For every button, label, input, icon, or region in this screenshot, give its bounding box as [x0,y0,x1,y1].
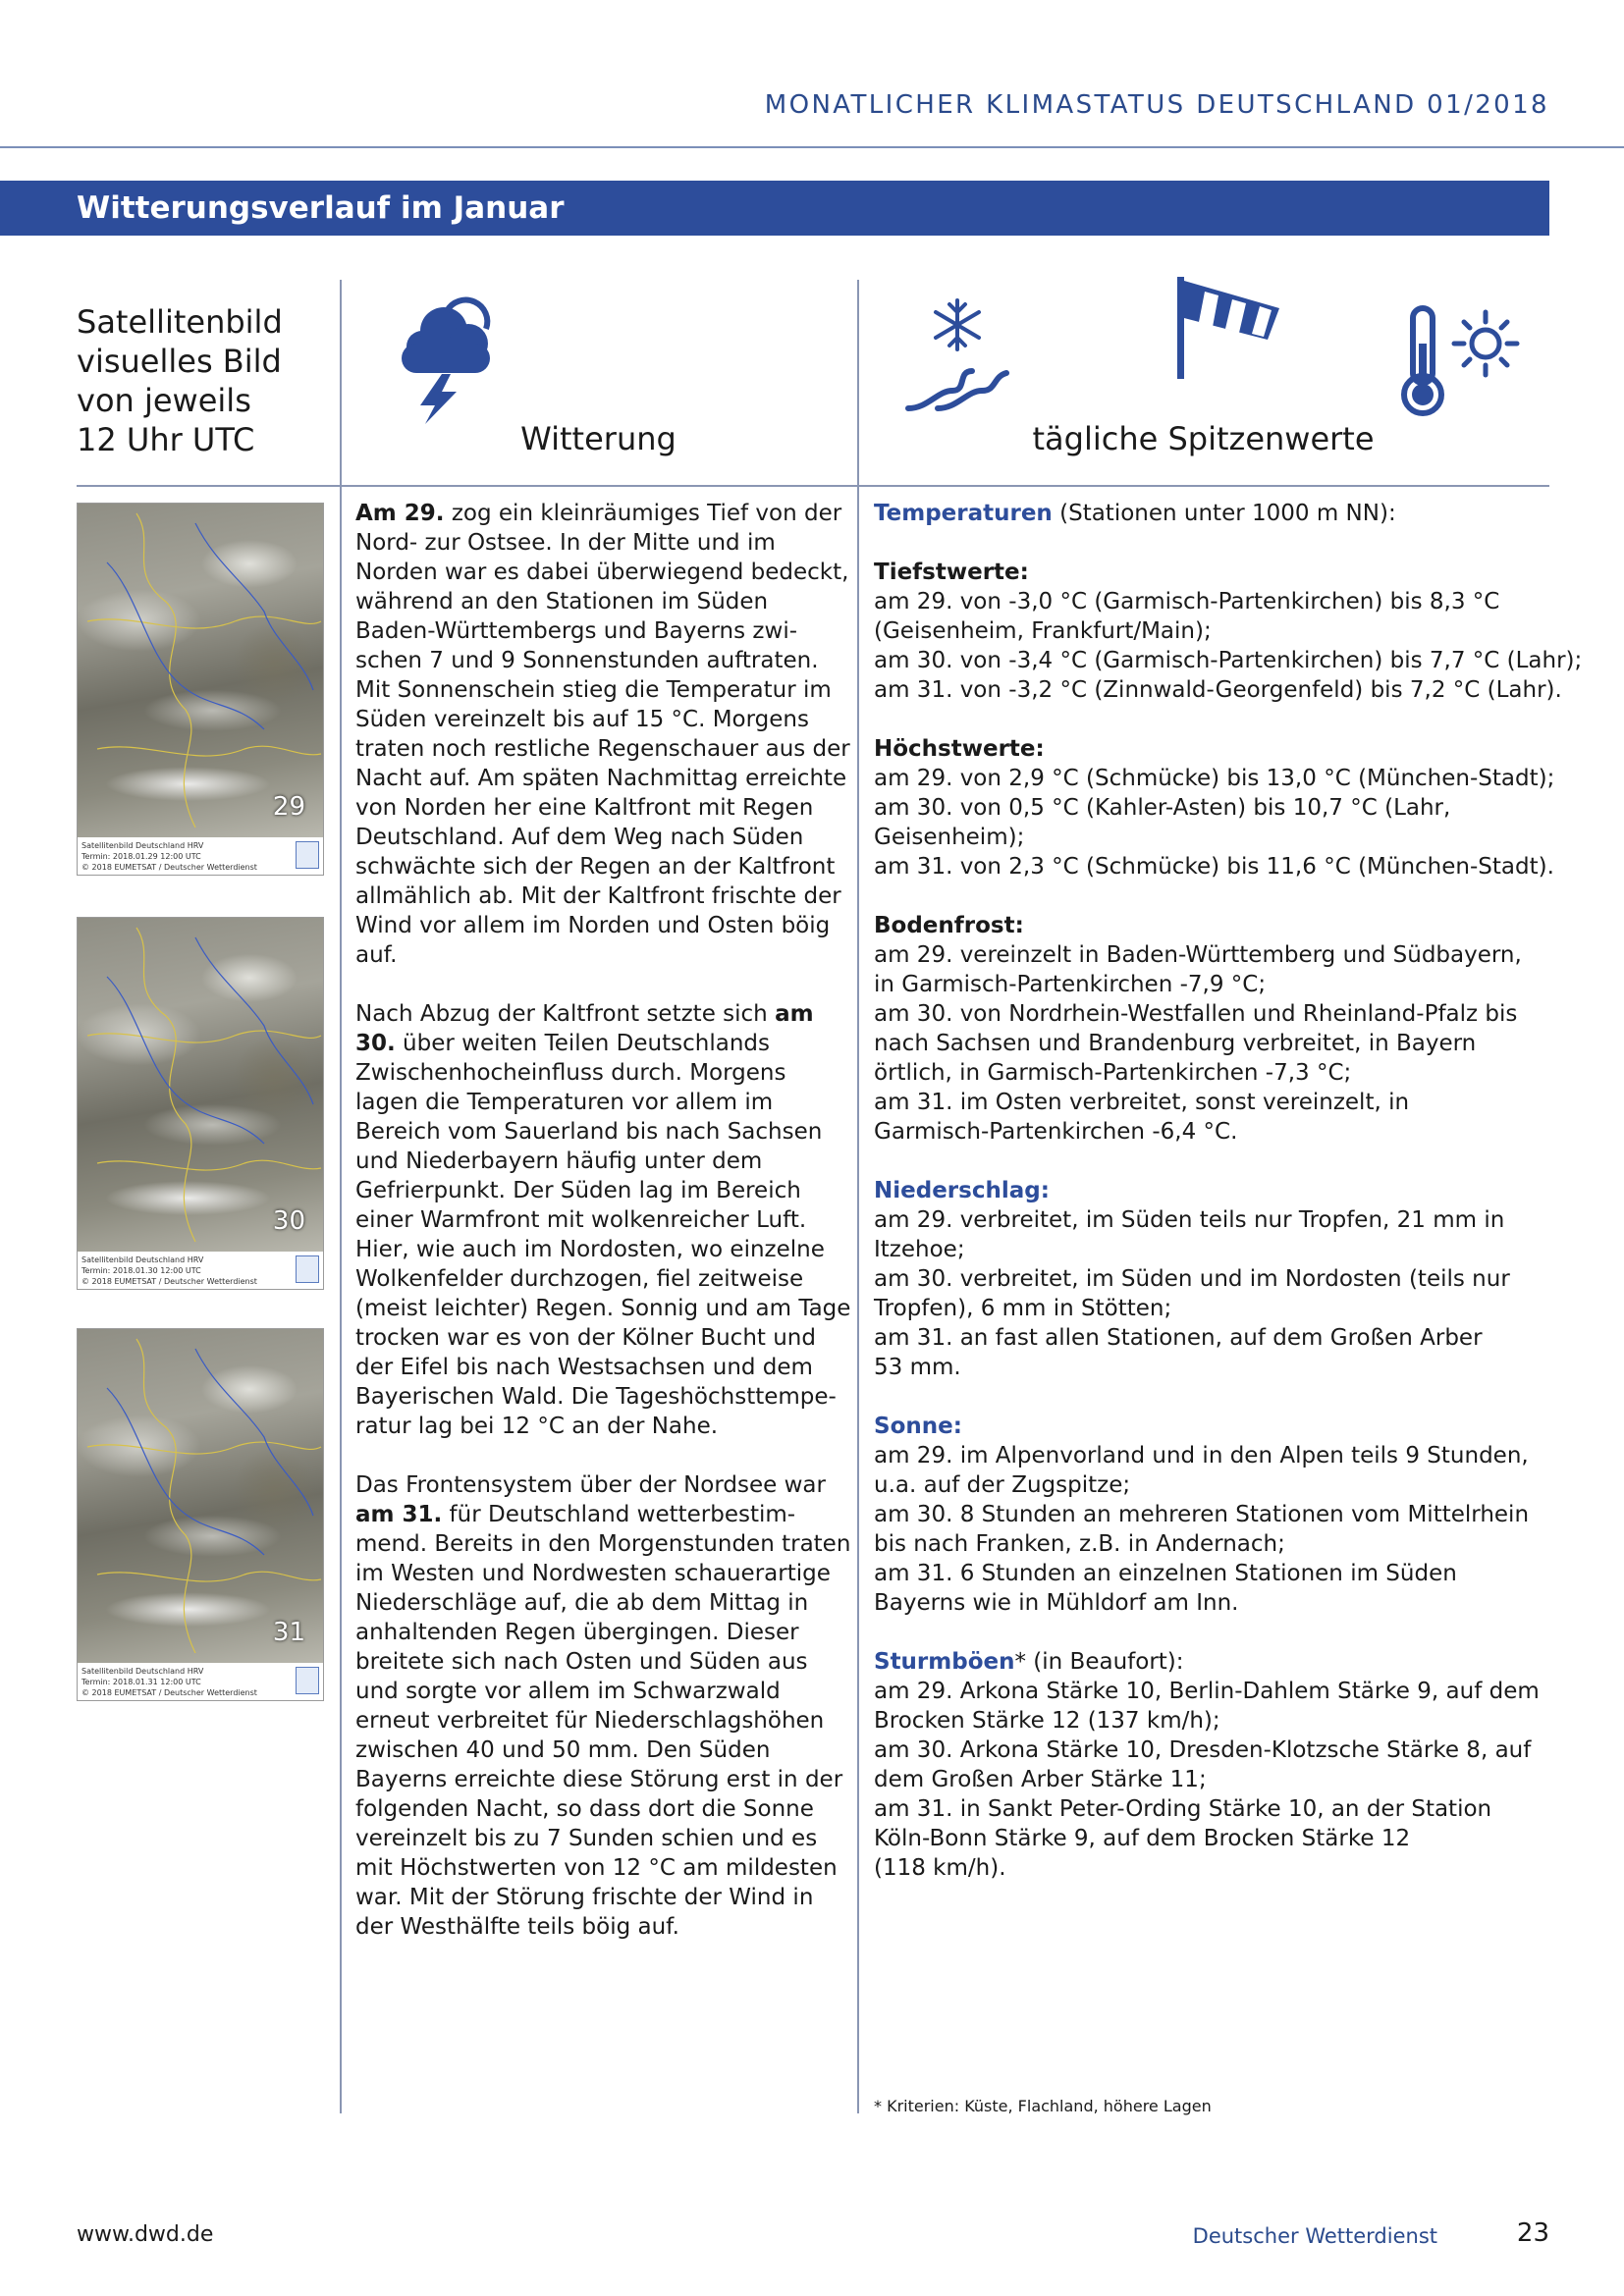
dwd-logo-icon [296,1667,319,1694]
document-header-title: MONATLICHER KLIMASTATUS DEUTSCHLAND 01/2018 [764,90,1549,120]
text-run: zog ein kleinräumiges Tief von der [444,501,842,526]
column-divider [857,280,859,2113]
section-banner [0,181,1549,236]
text-line: Das Frontensystem über der Nordsee war [355,1472,826,1498]
text-line: Bayerischen Wald. Die Tageshöchsttempe- [355,1384,837,1410]
text-line: am 31. an fast allen Stationen, auf dem Großen Arber [874,1325,1483,1351]
bodenfrost-block [874,911,1542,1147]
text-line: am 31. von 2,3 °C (Schmücke) bis 11,6 °C (München-Stadt). [874,854,1554,880]
satellite-caption-line: © 2018 EUMETSAT / Deutscher Wetterdienst [81,1277,257,1286]
text-line: am 29. im Alpenvorland und in den Alpen teils 9 Stunden, [874,1443,1529,1468]
satellite-caption-line: Termin: 2018.01.29 12:00 UTC [81,852,201,861]
text-line: Zwischenhocheinfluss durch. Morgens [355,1060,786,1086]
spitzenwerte-column [874,499,1583,1912]
column-divider [340,280,342,2113]
sturmboeen-heading: Sturmböen [874,1649,1015,1675]
text-line: der Westhälfte teils böig auf. [355,1914,679,1940]
sonne-block [874,1412,1542,1618]
text-line [355,1500,848,1529]
text-line: Niederschläge auf, die ab dem Mittag in [355,1590,809,1616]
text-line: Bayerns wie in Mühldorf am Inn. [874,1590,1239,1616]
satellite-caption-line: Termin: 2018.01.31 12:00 UTC [81,1678,201,1686]
text-line: am 31. in Sankt Peter-Ording Stärke 10, an der Station [874,1796,1492,1822]
text-line: Nacht auf. Am späten Nachmittag erreichte [355,766,847,791]
section-title: Witterungsverlauf im Januar [77,190,565,226]
satellite-caption [78,1663,323,1700]
text-line: folgenden Nacht, so dass dort die Sonne [355,1796,814,1822]
page-number: 23 [1516,2218,1549,2248]
satellite-heading-line: Satellitenbild [77,303,283,341]
text-line: breitete sich nach Osten und Süden aus [355,1649,808,1675]
date-lead: 30. [355,1031,396,1056]
text-line: Baden-Württembergs und Bayerns zwi- [355,618,798,644]
text-line: (Geisenheim, Frankfurt/Main); [874,618,1212,644]
satellite-image [78,918,323,1252]
text-line: erneut verbreitet für Niederschlagshöhen [355,1708,825,1734]
windsock-icon [1173,273,1291,381]
text-line: Bereich vom Sauerland bis nach Sachsen [355,1119,823,1145]
text-line: mend. Bereits in den Morgenstunden traten [355,1531,851,1557]
text-line: auf. [355,942,398,968]
text-line: am 29. verbreitet, im Süden teils nur Tropfen, 21 mm in [874,1207,1505,1233]
hoechstwerte-heading: Höchstwerte: [874,736,1045,762]
text-line: mit Höchstwerten von 12 °C am mildesten [355,1855,838,1881]
text-line: dem Großen Arber Stärke 11; [874,1767,1207,1792]
satellite-column-heading [77,302,332,459]
text-line: u.a. auf der Zugspitze; [874,1472,1131,1498]
text-line [355,1029,848,1058]
sturmboeen-note: * (in Beaufort): [1014,1649,1184,1675]
text-line: am 30. von 0,5 °C (Kahler-Asten) bis 10,7 °C (Lahr, [874,795,1451,821]
text-line: und sorgte vor allem im Schwarzwald [355,1679,781,1704]
date-lead: Am 29. [355,501,445,526]
text-line: Gefrierpunkt. Der Süden lag im Bereich [355,1178,801,1203]
text-line: schwächte sich der Regen an der Kaltfront [355,854,836,880]
text-line: Mit Sonnenschein stieg die Temperatur im [355,677,832,703]
text-line: einer Warmfront mit wolkenreicher Luft. [355,1207,807,1233]
text-line: Deutschland. Auf dem Weg nach Süden [355,825,804,850]
dwd-logo-icon [296,1255,319,1283]
dwd-logo-icon [296,841,319,869]
satellite-caption-line: Termin: 2018.01.30 12:00 UTC [81,1266,201,1275]
text-line: schen 7 und 9 Sonnenstunden auftraten. [355,648,819,673]
text-line: im Westen und Nordwesten schauerartige [355,1561,831,1586]
text-line: am 30. Arkona Stärke 10, Dresden-Klotzsche Stärke 8, auf [874,1737,1532,1763]
text-run: über weiten Teilen Deutschlands [395,1031,770,1056]
text-line: der Eifel bis nach Westsachsen und dem [355,1355,813,1380]
heading-divider [77,485,1549,487]
date-lead: am 31. [355,1502,443,1527]
satellite-heading-line: von jeweils [77,382,251,419]
satellite-caption [78,837,323,875]
text-line: Nord- zur Ostsee. In der Mitte und im [355,530,776,556]
satellite-map-overlay [78,1329,323,1663]
text-line: 53 mm. [874,1355,961,1380]
text-line: war. Mit der Störung frischte der Wind in [355,1885,814,1910]
bodenfrost-heading: Bodenfrost: [874,913,1024,938]
tiefstwerte-block [874,558,1583,705]
satellite-image-panel [77,917,324,1290]
text-line: Wind vor allem im Norden und Osten böig [355,913,831,938]
text-line: trocken war es von der Kölner Bucht und [355,1325,816,1351]
footer-website-link[interactable]: www.dwd.de [77,2222,214,2247]
temperaturen-heading-block [874,499,1542,528]
witterung-paragraph-29 [355,499,848,970]
witterung-text-column [355,499,851,1971]
criteria-footnote: * Kriterien: Küste, Flachland, höhere Lagen [874,2097,1212,2115]
text-line: am 30. von Nordrhein-Westfallen und Rheinland-Pfalz bis [874,1001,1518,1027]
thermometer-sun-icon [1399,304,1522,417]
text-line: traten noch restliche Regenschauer aus der [355,736,850,762]
satellite-heading-line: 12 Uhr UTC [77,421,255,458]
text-line: Itzehoe; [874,1237,965,1262]
text-line: und Niederbayern häufig unter dem [355,1148,763,1174]
temperaturen-note: (Stationen unter 1000 m NN): [1052,501,1396,526]
text-line: nach Sachsen und Brandenburg verbreitet, in Bayern [874,1031,1477,1056]
text-run: für Deutschland wetterbestim- [442,1502,796,1527]
sonne-heading: Sonne: [874,1414,962,1439]
witterung-paragraph-31 [355,1470,851,1942]
text-line [355,499,848,528]
text-line: Bayerns erreichte diese Störung erst in der [355,1767,843,1792]
text-line: während an den Stationen im Süden [355,589,769,614]
satellite-image-panel [77,1328,324,1701]
satellite-caption-line: Satellitenbild Deutschland HRV [81,1667,204,1676]
satellite-caption-line: Satellitenbild Deutschland HRV [81,841,204,850]
satellite-heading-line: visuelles Bild [77,343,282,380]
satellite-caption-line: © 2018 EUMETSAT / Deutscher Wetterdienst [81,1688,257,1697]
tiefstwerte-heading: Tiefstwerte: [874,560,1029,585]
snow-road-icon [898,293,1016,415]
hoechstwerte-block [874,734,1555,881]
text-line: in Garmisch-Partenkirchen -7,9 °C; [874,972,1267,997]
text-line: Tropfen), 6 mm in Stötten; [874,1296,1172,1321]
text-line: vereinzelt bis zu 7 Sunden schien und es [355,1826,818,1851]
satellite-image [78,1329,323,1663]
text-line: (118 km/h). [874,1855,1006,1881]
satellite-caption-line: Satellitenbild Deutschland HRV [81,1255,204,1264]
satellite-day-label: 29 [272,792,305,822]
spitzenwerte-column-label: tägliche Spitzenwerte [1032,420,1375,457]
text-line: allmählich ab. Mit der Kaltfront frischte der [355,883,841,909]
satellite-map-overlay [78,504,323,837]
text-line: am 29. Arkona Stärke 10, Berlin-Dahlem Stärke 9, auf dem [874,1679,1540,1704]
text-line: am 30. von -3,4 °C (Garmisch-Partenkirchen) bis 7,7 °C (Lahr); [874,648,1583,673]
witterung-paragraph-30 [355,999,851,1441]
text-line: Köln-Bonn Stärke 9, auf dem Brocken Stärke 12 [874,1826,1411,1851]
text-line: Brocken Stärke 12 (137 km/h); [874,1708,1220,1734]
text-line: bis nach Franken, z.B. in Andernach; [874,1531,1285,1557]
text-line: lagen die Temperaturen vor allem im [355,1090,774,1115]
text-line: (meist leichter) Regen. Sonnig und am Tage [355,1296,851,1321]
thunderstorm-cloud-icon [388,290,496,427]
text-line: am 30. verbreitet, im Süden und im Nordosten (teils nur [874,1266,1510,1292]
text-line: zwischen 40 und 50 mm. Den Süden [355,1737,771,1763]
niederschlag-heading: Niederschlag: [874,1178,1050,1203]
text-line: Hier, wie auch im Nordosten, wo einzelne [355,1237,825,1262]
satellite-map-overlay [78,918,323,1252]
text-line: am 29. vereinzelt in Baden-Württemberg und Südbayern, [874,942,1522,968]
text-line: am 30. 8 Stunden an mehreren Stationen vom Mittelrhein [874,1502,1530,1527]
text-line: örtlich, in Garmisch-Partenkirchen -7,3 °C; [874,1060,1352,1086]
text-run: Nach Abzug der Kaltfront setzte sich [355,1001,776,1027]
text-line: Geisenheim); [874,825,1025,850]
date-lead: am [775,1001,814,1027]
footer-organization: Deutscher Wetterdienst [1192,2224,1437,2248]
text-line: ratur lag bei 12 °C an der Nahe. [355,1414,719,1439]
text-line: am 31. 6 Stunden an einzelnen Stationen im Süden [874,1561,1457,1586]
satellite-caption-line: © 2018 EUMETSAT / Deutscher Wetterdienst [81,863,257,872]
satellite-image [78,504,323,837]
text-line [874,1647,1542,1677]
text-line: Wolkenfelder durchzogen, fiel zeitweise [355,1266,804,1292]
sturmboeen-block [874,1647,1542,1883]
text-line: anhaltenden Regen übergingen. Dieser [355,1620,799,1645]
text-line: von Norden her eine Kaltfront mit Regen [355,795,814,821]
text-line [874,499,1542,528]
satellite-day-label: 31 [272,1618,305,1647]
header-divider [0,146,1624,148]
satellite-caption [78,1252,323,1289]
temperaturen-heading: Temperaturen [874,501,1053,526]
satellite-image-panel [77,503,324,876]
text-line: am 29. von -3,0 °C (Garmisch-Partenkirchen) bis 8,3 °C [874,589,1500,614]
text-line: am 29. von 2,9 °C (Schmücke) bis 13,0 °C (München-Stadt); [874,766,1555,791]
text-line: am 31. im Osten verbreitet, sonst vereinzelt, in [874,1090,1410,1115]
text-line: am 31. von -3,2 °C (Zinnwald-Georgenfeld) bis 7,2 °C (Lahr). [874,677,1562,703]
witterung-column-label: Witterung [520,420,677,457]
text-line: Garmisch-Partenkirchen -6,4 °C. [874,1119,1238,1145]
text-line: Süden vereinzelt bis auf 15 °C. Morgens [355,707,809,732]
text-line [355,999,848,1029]
satellite-day-label: 30 [272,1206,305,1236]
text-line: Norden war es dabei überwiegend bedeckt, [355,560,849,585]
niederschlag-block [874,1176,1542,1382]
